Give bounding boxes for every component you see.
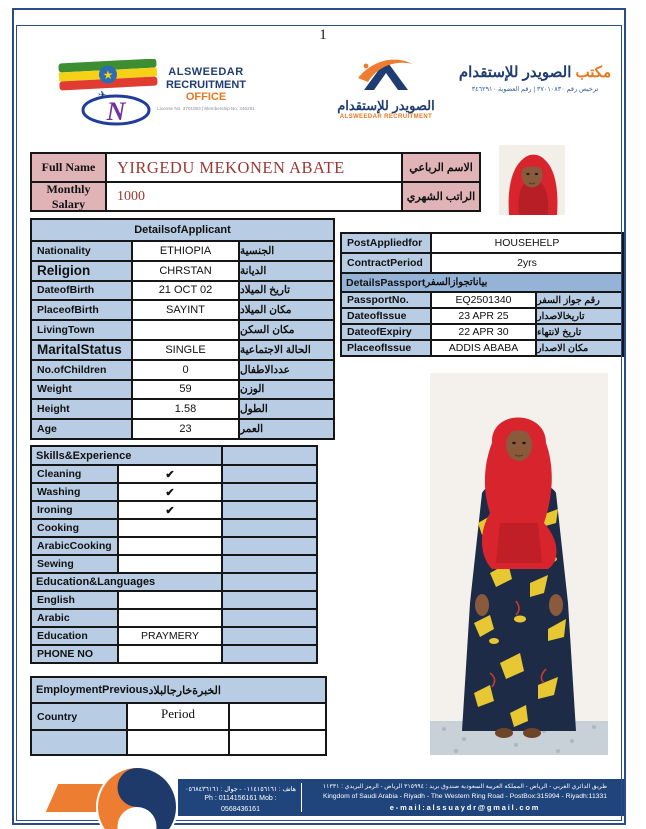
weight-arabic: الوزن	[239, 380, 334, 400]
membership-number: Membership No. 346291	[204, 105, 255, 111]
education-spare-cell	[222, 627, 317, 645]
place-of-birth-value: SAYINT	[132, 300, 239, 320]
place-of-birth-arabic: مكان الميلاد	[239, 300, 334, 320]
arabic-value	[118, 609, 222, 627]
alsweedar-center-logo	[332, 56, 440, 120]
cooking-spare-cell	[222, 519, 317, 537]
arabic-cooking-label: ArabicCooking	[31, 537, 118, 555]
arabic-title-word-name: الصويدر للإستقدام	[458, 64, 572, 81]
a-swoosh-icon	[346, 56, 426, 94]
contract-period-value: 2yrs	[431, 253, 623, 273]
children-arabic: عددالاطفال	[239, 360, 334, 380]
date-of-birth-label: DateofBirth	[31, 281, 132, 301]
date-of-issue-arabic: تاريخالاصدار	[536, 308, 623, 324]
applicant-portrait-photo	[499, 145, 565, 215]
license-number: License No. 3701083	[157, 105, 201, 111]
employment-row-spare-cell	[229, 730, 326, 755]
monthly-salary-label: Monthly Salary	[31, 182, 106, 211]
details-table-title: DetailsofApplicant	[31, 219, 334, 241]
weight-label: Weight	[31, 380, 132, 400]
employment-spare-header-cell	[229, 703, 326, 730]
passport-title-english: DetailsPassport	[346, 276, 426, 289]
office-license-line: License No. 3701083 | Membership No. 346291	[157, 105, 255, 111]
place-of-issue-arabic: مكان الاصدار	[536, 340, 623, 356]
svg-text:N: N	[106, 97, 126, 126]
date-of-expiry-arabic: تاريخ لانتهاء	[536, 324, 623, 340]
marital-status-value: SINGLE	[132, 340, 239, 360]
religion-arabic: الديانة	[239, 261, 334, 281]
religion-label: Religion	[31, 261, 132, 281]
nationality-value: ETHIOPIA	[132, 241, 239, 261]
nationality-label: Nationality	[31, 241, 132, 261]
ironing-label: Ironing	[31, 501, 118, 519]
phone-no-value	[118, 645, 222, 663]
application-passport-table	[340, 232, 624, 357]
passport-title-arabic: بياناتجوازالسفر	[425, 277, 488, 288]
employment-row-country-cell	[31, 730, 127, 755]
full-name-label-arabic: الاسم الرباعي	[402, 153, 480, 182]
office-name-line2	[148, 79, 264, 104]
footer-email: e-mail:alssuaydr@gmail.com	[389, 803, 541, 813]
phone-no-label: PHONE NO	[31, 645, 118, 663]
center-logo-arabic: الصويدر للإستقدام	[337, 98, 435, 113]
ethiopia-flag-icon	[57, 59, 159, 91]
details-of-applicant-table	[30, 218, 335, 440]
arabic-office-title	[448, 64, 622, 93]
cooking-label: Cooking	[31, 519, 118, 537]
skills-education-table	[30, 445, 318, 664]
contract-period-label: ContractPeriod	[341, 253, 431, 273]
date-of-issue-value: 23 APR 25	[431, 308, 536, 324]
washing-spare-cell	[222, 483, 317, 501]
ironing-check: ✔	[118, 501, 222, 519]
living-town-value	[132, 320, 239, 340]
weight-value: 59	[132, 380, 239, 400]
name-salary-table	[30, 152, 481, 212]
education-value: PRAYMERY	[118, 627, 222, 645]
footer-divider	[301, 783, 302, 812]
place-of-birth-label: PlaceofBirth	[31, 300, 132, 320]
period-column-header: Period	[127, 703, 229, 730]
education-label: Education	[31, 627, 118, 645]
passport-details-title	[341, 273, 623, 292]
washing-check: ✔	[118, 483, 222, 501]
living-town-label: LivingTown	[31, 320, 132, 340]
passport-no-label: PassportNo.	[341, 292, 431, 308]
office-name-office: OFFICE	[185, 91, 227, 104]
place-of-issue-label: PlaceofIssue	[341, 340, 431, 356]
english-spare-cell	[222, 591, 317, 609]
cleaning-label: Cleaning	[31, 465, 118, 483]
place-of-issue-value: ADDIS ABABA	[431, 340, 536, 356]
arabic-license-line: ترخيص رقم ٣٧٠١٠٨٣٠ | رقم العضوية ٣٤٦٢٩١٠	[471, 86, 599, 93]
arabic-spare-cell	[222, 609, 317, 627]
date-of-birth-arabic: تاريخ الميلاد	[239, 281, 334, 301]
office-name-recruitment: RECRUITMENT	[165, 78, 247, 91]
svg-text:★: ★	[102, 67, 114, 83]
center-logo-english: ALSWEEDAR RECRUITMENT	[339, 114, 433, 120]
arabic-office-title-line	[448, 64, 622, 82]
office-name-line1: ALSWEEDAR	[168, 66, 244, 78]
religion-value: CHRSTAN	[132, 261, 239, 281]
arabic-cooking-spare-cell	[222, 537, 317, 555]
employment-title-english: EmploymentPrevious	[36, 684, 149, 696]
ironing-spare-cell	[222, 501, 317, 519]
height-label: Height	[31, 399, 132, 419]
marital-status-arabic: الحالة الاجتماعية	[239, 340, 334, 360]
date-of-expiry-label: DateofExpiry	[341, 324, 431, 340]
arabic-title-word-office: مكتب	[575, 64, 612, 81]
country-column-header: Country	[31, 703, 127, 730]
education-section-title: Education&Languages	[31, 573, 222, 591]
post-applied-label: PostAppliedfor	[341, 233, 431, 253]
height-arabic: الطول	[239, 399, 334, 419]
sewing-spare-cell	[222, 555, 317, 573]
previous-employment-table	[30, 676, 327, 756]
arabic-cooking-check	[118, 537, 222, 555]
sewing-check	[118, 555, 222, 573]
employment-section-title	[31, 677, 326, 703]
passport-no-value: EQ2501340	[431, 292, 536, 308]
footer-address-arabic: طريق الدائري الغربي - الرياض - المملكة العربية السعودية صندوق بريد : ٣١٥٩٩٤ الرياض - الرمز البريدي : ١١٣٣١	[322, 783, 608, 790]
cleaning-check: ✔	[118, 465, 222, 483]
washing-label: Washing	[31, 483, 118, 501]
arabic-label: Arabic	[31, 609, 118, 627]
footer-phone-arabic: هاتف : ٠١١٤١٥٦١٦١ - جوال : ٠٥٦٨٤٣٦١٦١	[185, 786, 296, 793]
age-label: Age	[31, 419, 132, 439]
office-wordmark	[148, 66, 264, 111]
children-label: No.ofChildren	[31, 360, 132, 380]
cooking-check	[118, 519, 222, 537]
age-arabic: العمر	[239, 419, 334, 439]
sewing-label: Sewing	[31, 555, 118, 573]
education-header-spare-cell	[222, 573, 317, 591]
footer-address-block	[310, 782, 620, 814]
english-value	[118, 591, 222, 609]
skills-header-spare-cell	[222, 446, 317, 465]
children-value: 0	[132, 360, 239, 380]
svg-text:✈: ✈	[98, 90, 107, 101]
nationality-arabic: الجنسية	[239, 241, 334, 261]
english-label: English	[31, 591, 118, 609]
page-number: 1	[319, 27, 327, 43]
passport-no-arabic: رقم جواز السفر	[536, 292, 623, 308]
footer-phone-block	[184, 785, 297, 815]
employment-row-period-cell	[127, 730, 229, 755]
footer-address-english: Kingdom of Saudi Arabia - Riyadh - The Western Ring Road - PostBox:315994 - Riyadh:11331	[322, 792, 608, 800]
age-value: 23	[132, 419, 239, 439]
date-of-issue-label: DateofIssue	[341, 308, 431, 324]
skills-section-title: Skills&Experience	[31, 446, 222, 465]
full-name-label: Full Name	[31, 153, 106, 182]
footer-phone-english: Ph : 0114156161 Mob : 0568436161	[204, 795, 277, 813]
marital-status-label: MaritalStatus	[31, 340, 132, 360]
post-applied-value: HOUSEHELP	[431, 233, 623, 253]
applicant-full-body-photo	[430, 373, 608, 755]
height-value: 1.58	[132, 399, 239, 419]
monthly-salary-label-arabic: الراتب الشهري	[402, 182, 480, 211]
full-name-value: YIRGEDU MEKONEN ABATE	[106, 153, 402, 182]
monthly-salary-value: 1000	[106, 182, 402, 211]
cleaning-spare-cell	[222, 465, 317, 483]
n-globe-logo-icon	[78, 88, 154, 128]
date-of-birth-value: 21 OCT 02	[132, 281, 239, 301]
date-of-expiry-value: 22 APR 30	[431, 324, 536, 340]
living-town-arabic: مكان السكن	[239, 320, 334, 340]
phone-no-spare-cell	[222, 645, 317, 663]
employment-title-arabic: الخبرةخارجالبلاد	[148, 684, 221, 697]
swirl-logo-icon	[94, 764, 180, 829]
